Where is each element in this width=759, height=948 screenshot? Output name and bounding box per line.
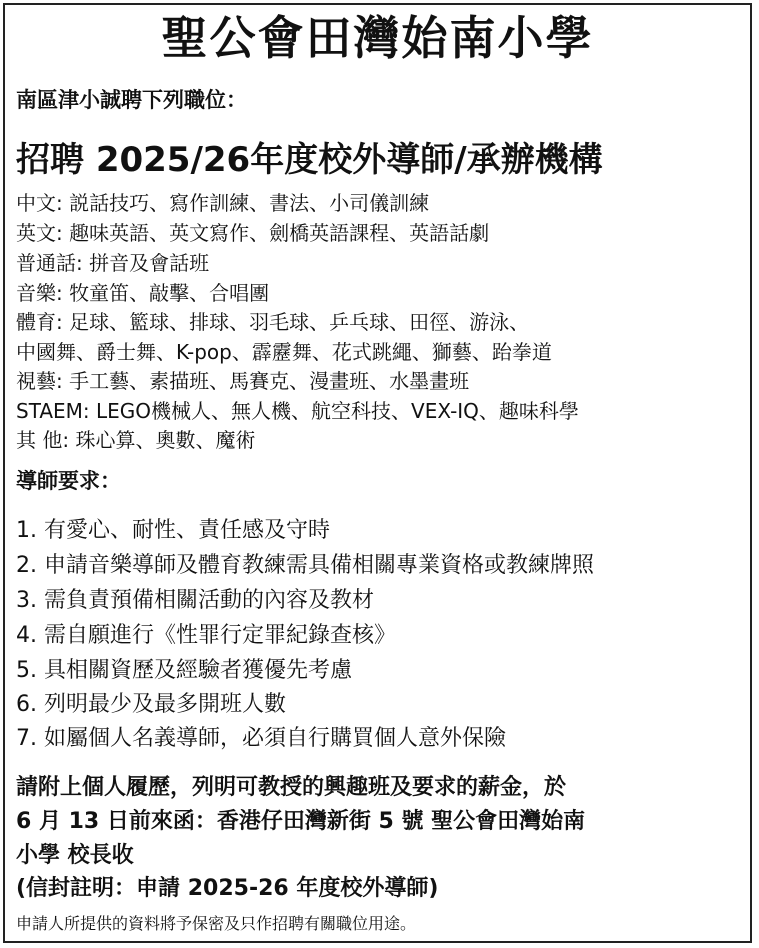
course-line-pe: 體育: 足球、籃球、排球、羽毛球、乒乓球、田徑、游泳、 <box>16 310 530 334</box>
recruitment-heading: 招聘 2025/26年度校外導師/承辦機構 <box>16 140 603 180</box>
privacy-footer: 申請人所提供的資料將予保密及只作招聘有關職位用途。 <box>16 914 417 933</box>
requirement-item: 7. 如屬個人名義導師，必須自行購買個人意外保險 <box>16 726 506 751</box>
envelope-note-line: (信封註明：申請 2025-26 年度校外導師) <box>16 876 439 901</box>
school-name-title: 聖公會田灣始南小學 <box>161 11 594 65</box>
course-line-visual-arts: 視藝: 手工藝、素描班、馬賽克、漫畫班、水墨畫班 <box>16 369 470 393</box>
course-line-others: 其 他: 珠心算、奧數、魔術 <box>16 428 256 452</box>
course-line-dance: 中國舞、爵士舞、K-pop、霹靂舞、花式跳繩、獅藝、跆拳道 <box>16 340 552 364</box>
requirement-item: 5. 具相關資歷及經驗者獲優先考慮 <box>16 658 352 683</box>
course-line-music: 音樂: 牧童笛、敲擊、合唱團 <box>16 281 270 305</box>
application-recipient-line: 小學 校長收 <box>16 843 134 868</box>
requirement-item: 6. 列明最少及最多開班人數 <box>16 692 286 717</box>
course-line-english: 英文: 趣味英語、英文寫作、劍橋英語課程、英語話劇 <box>16 221 490 245</box>
application-instruction-line: 請附上個人履歷，列明可教授的興趣班及要求的薪金，於 <box>16 775 567 800</box>
requirement-item: 4. 需自願進行《性罪行定罪紀錄查核》 <box>16 623 396 648</box>
course-line-staem: STAEM: LEGO機械人、無人機、航空科技、VEX-IQ、趣味科學 <box>16 399 579 423</box>
application-address-line: 6 月 13 日前來函：香港仔田灣新街 5 號 聖公會田灣始南 <box>16 809 586 834</box>
course-line-chinese: 中文: 説話技巧、寫作訓練、書法、小司儀訓練 <box>16 191 430 215</box>
course-line-putonghua: 普通話: 拼音及會話班 <box>16 251 210 275</box>
requirement-item: 2. 申請音樂導師及體育教練需具備相關專業資格或教練牌照 <box>16 553 594 578</box>
requirement-item: 3. 需負責預備相關活動的內容及教材 <box>16 588 374 613</box>
requirement-item: 1. 有愛心、耐性、責任感及守時 <box>16 518 330 543</box>
intro-line: 南區津小誠聘下列職位： <box>16 88 247 112</box>
requirements-heading: 導師要求： <box>16 469 121 493</box>
